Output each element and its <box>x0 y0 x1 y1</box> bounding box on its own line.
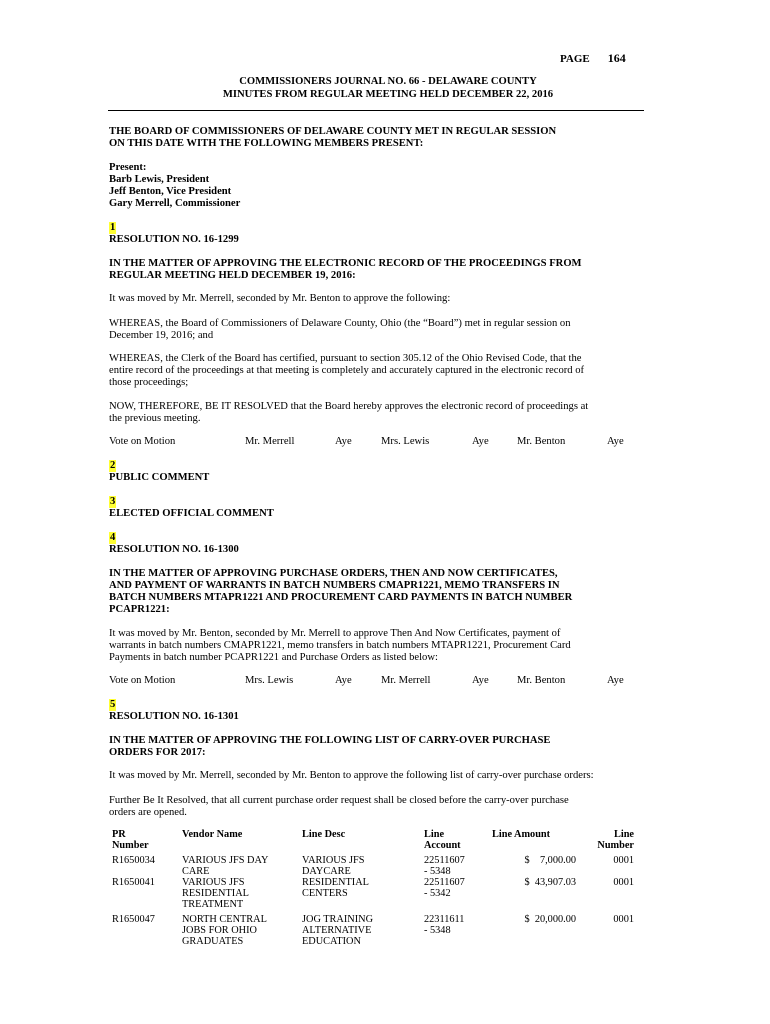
journal-title <box>108 75 668 101</box>
header-line-account: Line Account <box>424 829 461 851</box>
paragraph-line: December 19, 2016; and <box>109 330 214 341</box>
vote-line <box>109 675 669 687</box>
vote-value: Aye <box>335 436 352 447</box>
pr-number-cell: R1650047 <box>112 914 155 925</box>
present-label: Present: <box>109 162 147 173</box>
amount-cell: $ 20,000.00 <box>524 914 576 925</box>
table-row <box>112 851 634 877</box>
voter-name: Mr. Merrell <box>245 436 295 447</box>
voter-name: Mrs. Lewis <box>381 436 430 447</box>
member-name: Barb Lewis, President <box>109 174 210 185</box>
opening-statement <box>109 126 669 150</box>
whereas-paragraph <box>109 353 669 389</box>
item-3 <box>109 496 669 520</box>
journal-line: COMMISSIONERS JOURNAL NO. 66 - DELAWARE COUNTY <box>239 76 537 87</box>
header-vendor-name: Vendor Name <box>182 829 243 840</box>
vendor-cell: NORTH CENTRAL JOBS FOR OHIO GRADUATES <box>182 914 267 947</box>
vendor-cell: VARIOUS JFS RESIDENTIAL TREATMENT <box>182 877 249 910</box>
item-1 <box>109 222 669 246</box>
item-1-title <box>109 258 669 282</box>
table-header-row <box>112 829 634 851</box>
title-line: AND PAYMENT OF WARRANTS IN BATCH NUMBERS CMAPR1221, MEMO TRANSFERS IN <box>109 580 560 591</box>
line-number-cell: 0001 <box>613 914 634 925</box>
motion-text: It was moved by Mr. Merrell, seconded by Mr. Benton to approve the following list of carry-over purchase orders: <box>109 770 594 781</box>
whereas-paragraph <box>109 318 669 342</box>
voter-name: Mr. Benton <box>517 675 566 686</box>
paragraph-line: those proceedings; <box>109 377 189 388</box>
title-line: BATCH NUMBERS MTAPR1221 AND PROCUREMENT CARD PAYMENTS IN BATCH NUMBER <box>109 592 573 603</box>
member-name: Jeff Benton, Vice President <box>109 186 232 197</box>
item-title: PUBLIC COMMENT <box>109 472 210 483</box>
voter-name: Mr. Merrell <box>381 675 431 686</box>
account-cell: 22511607 - 5342 <box>424 877 465 899</box>
amount-cell: $ 43,907.03 <box>524 877 576 888</box>
account-cell: 22511607 - 5348 <box>424 855 465 877</box>
opening-line: THE BOARD OF COMMISSIONERS OF DELAWARE COUNTY MET IN REGULAR SESSION <box>109 126 557 137</box>
header-line-number: Line Number <box>597 829 634 851</box>
paragraph-line: Payments in batch number PCAPR1221 and Purchase Orders as listed below: <box>109 652 438 663</box>
item-5-title <box>109 735 669 759</box>
title-line: IN THE MATTER OF APPROVING THE FOLLOWING LIST OF CARRY-OVER PURCHASE <box>109 735 551 746</box>
paragraph-line: Further Be It Resolved, that all current purchase order request shall be closed before the carry-over purchase <box>109 795 569 806</box>
vote-value: Aye <box>472 675 489 686</box>
paragraph-line: orders are opened. <box>109 807 187 818</box>
item-number: 1 <box>110 222 116 233</box>
pr-number-cell: R1650034 <box>112 855 155 866</box>
page-label: PAGE <box>560 53 590 65</box>
vendor-cell: VARIOUS JFS DAY CARE <box>182 855 269 877</box>
header-line-desc: Line Desc <box>302 829 346 840</box>
resolved-paragraph <box>109 401 669 425</box>
resolution-number: RESOLUTION NO. 16-1299 <box>109 234 239 245</box>
vote-label: Vote on Motion <box>109 675 176 686</box>
vote-value: Aye <box>335 675 352 686</box>
paragraph-line: WHEREAS, the Board of Commissioners of Delaware County, Ohio (the “Board”) met in regular session on <box>109 318 571 329</box>
motion-text: It was moved by Mr. Merrell, seconded by Mr. Benton to approve the following: <box>109 293 451 304</box>
title-line: REGULAR MEETING HELD DECEMBER 19, 2016: <box>109 270 356 281</box>
desc-cell: VARIOUS JFS DAYCARE <box>302 855 365 877</box>
table-row <box>112 877 634 910</box>
item-number: 3 <box>110 496 116 507</box>
item-2 <box>109 460 669 484</box>
carry-over-table <box>112 829 634 947</box>
vote-value: Aye <box>607 675 624 686</box>
desc-cell: JOG TRAINING ALTERNATIVE EDUCATION <box>302 914 374 947</box>
line-number-cell: 0001 <box>613 855 634 866</box>
present-members <box>109 162 669 210</box>
vote-line <box>109 436 669 448</box>
item-number: 5 <box>110 699 116 710</box>
title-line: IN THE MATTER OF APPROVING THE ELECTRONIC RECORD OF THE PROCEEDINGS FROM <box>109 258 582 269</box>
page-number-header <box>560 52 626 65</box>
item-5 <box>109 699 669 723</box>
title-line: PCAPR1221: <box>109 604 170 615</box>
title-line: IN THE MATTER OF APPROVING PURCHASE ORDERS, THEN AND NOW CERTIFICATES, <box>109 568 558 579</box>
item-title: ELECTED OFFICIAL COMMENT <box>109 508 274 519</box>
paragraph-line: entire record of the proceedings at that meeting is completely and accurately captured in the electronic record of <box>109 365 585 376</box>
header-divider <box>108 110 644 111</box>
page-number: 164 <box>607 51 626 65</box>
resolution-number: RESOLUTION NO. 16-1301 <box>109 711 239 722</box>
item-number: 4 <box>110 532 116 543</box>
paragraph-line: It was moved by Mr. Benton, seconded by Mr. Merrell to approve Then And Now Certificates, payment of <box>109 628 561 639</box>
resolution-number: RESOLUTION NO. 16-1300 <box>109 544 239 555</box>
item-number: 2 <box>110 460 116 471</box>
header-pr-number: PR Number <box>112 829 149 851</box>
header-line-amount: Line Amount <box>492 829 551 840</box>
table-row <box>112 910 634 947</box>
amount-cell: $ 7,000.00 <box>524 855 576 866</box>
voter-name: Mr. Benton <box>517 436 566 447</box>
item-4-title <box>109 568 669 616</box>
member-name: Gary Merrell, Commissioner <box>109 198 241 209</box>
vote-value: Aye <box>607 436 624 447</box>
paragraph-line: WHEREAS, the Clerk of the Board has certified, pursuant to section 305.12 of the Ohio Revised Code, that the <box>109 353 582 364</box>
item-4 <box>109 532 669 556</box>
further-resolved <box>109 795 669 819</box>
motion-text <box>109 628 669 664</box>
vote-label: Vote on Motion <box>109 436 176 447</box>
voter-name: Mrs. Lewis <box>245 675 294 686</box>
account-cell: 22311611 - 5348 <box>424 914 465 936</box>
paragraph-line: NOW, THEREFORE, BE IT RESOLVED that the Board hereby approves the electronic record of proceedings at <box>109 401 589 412</box>
minutes-line: MINUTES FROM REGULAR MEETING HELD DECEMBER 22, 2016 <box>222 89 554 100</box>
desc-cell: RESIDENTIAL CENTERS <box>302 877 369 899</box>
paragraph-line: the previous meeting. <box>109 413 201 424</box>
title-line: ORDERS FOR 2017: <box>109 747 206 758</box>
paragraph-line: warrants in batch numbers CMAPR1221, memo transfers in batch numbers MTAPR1221, Procurement Card <box>109 640 571 651</box>
line-number-cell: 0001 <box>613 877 634 888</box>
vote-value: Aye <box>472 436 489 447</box>
opening-line: ON THIS DATE WITH THE FOLLOWING MEMBERS PRESENT: <box>109 138 424 149</box>
pr-number-cell: R1650041 <box>112 877 155 888</box>
